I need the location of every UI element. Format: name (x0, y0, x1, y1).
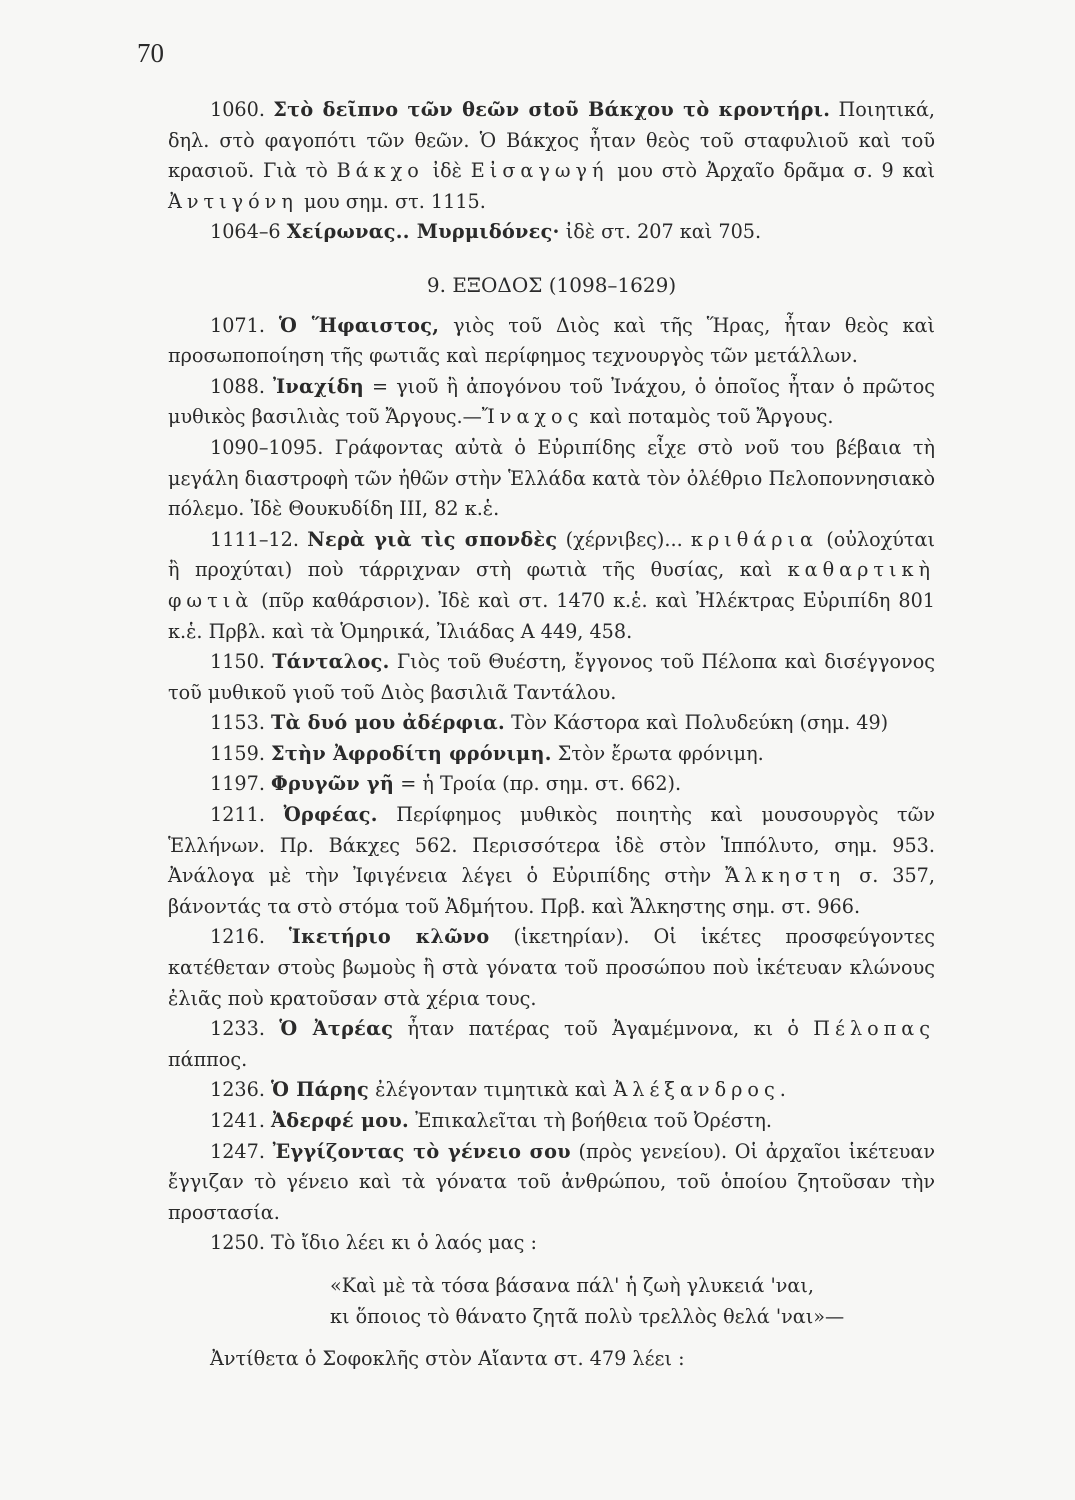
note-1071 (168, 311, 935, 372)
note-text: Γράφοντας αὐτὰ ὁ Εὐριπίδης εἶχε στὸ νοῦ του βέβαια τὴ μεγάλη διαστροφὴ τῶν ἠθῶν στὴν Ἑλλάδα κατὰ τὸν ὀλέθριο Πελοποννησιακὸ πόλεμο. Ἰδὲ Θουκυδίδη III, 82 κ.ἑ. (168, 435, 935, 521)
note-lemma: Ἰναχίδη (273, 374, 364, 398)
note-1250 (168, 1228, 935, 1259)
note-1247 (168, 1137, 935, 1229)
note-lemma: Ὁ Πάρης (271, 1078, 370, 1102)
note-1241 (168, 1106, 935, 1137)
note-1233 (168, 1014, 935, 1075)
note-lemma: Ἀδερφέ μου. (271, 1109, 409, 1132)
note-text: (χέρνιβες)... (557, 527, 691, 551)
note-text: ἰδὲ στ. 207 καὶ 705. (559, 220, 762, 244)
note-1060 (168, 95, 935, 217)
note-number: 1150. (210, 650, 265, 674)
note-1216 (168, 922, 935, 1014)
note-number: 1211. (210, 803, 265, 827)
note-number: 1088. (210, 374, 265, 398)
page-number: 70 (137, 38, 164, 68)
note-text: ἰδὲ (423, 159, 471, 183)
note-1064 (168, 217, 935, 248)
note-text: Τὸ ἴδιο λέει κι ὁ λαός μας : (264, 1231, 537, 1255)
note-number: 1153. (210, 711, 265, 735)
note-text: (οὐλοχύται ἢ προχύται) ποὺ τάρριχναν στὴ φωτιὰ τῆς θυσίας, καὶ (168, 527, 936, 582)
note-lemma: Ὁ Ἀτρέας (279, 1017, 394, 1041)
note-number: 1197. (210, 772, 265, 796)
note-text: πάππος. (168, 1047, 248, 1071)
note-1090 (168, 433, 935, 525)
note-text: Περίφημος μυθικὸς ποιητὴς καὶ μουσουργὸς τῶν Ἑλλήνων. Πρ. Βάκχες 562. Περισσότερα ἰδὲ στὸν Ἱππόλυτο, σημ. 953. Ἀνάλογα μὲ τὴν Ἰφιγένεια λέγει ὁ Εὐριπίδης στὴν (168, 803, 935, 888)
note-number: 1216. (210, 925, 265, 949)
note-lemma: Τάνταλος. (272, 650, 390, 674)
note-lemma: Ὁ Ἥφαιστος, (278, 313, 440, 337)
note-1236 (168, 1075, 935, 1106)
note-spaced-word: Πέλοπας (813, 1017, 935, 1041)
note-number: 1090–1095. (210, 435, 324, 459)
note-text: ἦταν πατέρας τοῦ Ἀγαμέμνονα, κι ὁ (393, 1017, 814, 1041)
note-text: Τὸν Κάστορα καὶ Πολυδεύκη (σημ. 49) (504, 711, 889, 735)
note-text: Γιὸς τοῦ Θυέστη, ἔγγονος τοῦ Πέλοπα καὶ δισέγγονος τοῦ μυθικοῦ γιοῦ τοῦ Διὸς βασιλιᾶ Ταντάλου. (168, 650, 935, 704)
note-spaced-word: Ἀλέξανδρος. (613, 1078, 791, 1102)
note-text: Στὸν ἔρωτα φρόνιμη. (551, 741, 764, 765)
notes-body (168, 95, 935, 1375)
note-spaced-word: κριθάρια (690, 527, 818, 551)
note-number: 1236. (210, 1078, 265, 1102)
note-text: (πρὸς γενείου). Οἱ ἀρχαῖοι ἱκέτευαν ἔγγιζαν τὸ γένειο καὶ τὰ γόνατα τοῦ ἀνθρώπου, τοῦ ὁποίου ζητοῦσαν τὴν προστασία. (168, 1139, 935, 1224)
note-spaced-word: Ἄλκηστη (725, 864, 846, 888)
note-lemma: Φρυγῶν γῆ (271, 772, 395, 796)
note-number: 1250. (210, 1231, 265, 1255)
note-spaced-word: Βάκχο (336, 159, 424, 183)
note-lemma: Στὴν Ἀφροδίτη φρόνιμη. (271, 741, 552, 765)
note-lemma: Χείρωνας.. Μυρμιδόνες· (286, 220, 560, 244)
quote-line: «Καὶ μὲ τὰ τόσα βάσανα πάλ' ἡ ζωὴ γλυκειά 'ναι, (330, 1273, 814, 1297)
folk-quote (330, 1271, 935, 1332)
note-lemma: Τὰ δυό μου ἀδέρφια. (271, 711, 505, 735)
note-text: = ἡ Τροία (πρ. σημ. στ. 662). (394, 772, 682, 796)
note-number: 1233. (210, 1017, 265, 1041)
note-number: 1071. (210, 313, 265, 337)
note-number: 1111–12. (210, 527, 299, 551)
note-text: (πῦρ καθάρσιον). Ἰδὲ καὶ στ. 1470 κ.ἑ. καὶ Ἠλέκτρας Εὐριπίδη 801 κ.ἑ. Πρβλ. καὶ τὰ Ὁμηρικά, Ἰλιάδας Α 449, 458. (168, 588, 935, 643)
note-lemma: Στὸ δεῖπνο τῶν θεῶν σtοῦ Βάκχου τὸ κροντήρι. (273, 98, 831, 121)
note-text: σ. 357, βάνοντάς τα στὸ στόμα τοῦ Ἀδμήτου. Πρβ. καὶ Ἄλκηστης σημ. στ. 966. (168, 864, 935, 918)
note-number: 1064–6 (210, 220, 281, 244)
note-lemma: Ὀρφέας. (283, 803, 378, 827)
note-1111 (168, 525, 935, 647)
note-1159 (168, 739, 935, 770)
note-lemma: Ἱκετήριο κλῶνο (288, 925, 490, 949)
note-number: 1159. (210, 741, 265, 765)
note-1150 (168, 647, 935, 708)
note-text: (ἱκετηρίαν). Οἱ ἱκέτες προσφεύγοντες κατέθεταν στοὺς βωμοὺς ἢ στὰ γόνατα τοῦ προσώπου ποὺ ἱκέτευαν κλώνους ἐλιᾶς ποὺ κρατοῦσαν στὰ χέρια τους. (168, 925, 935, 1010)
note-1197 (168, 769, 935, 800)
quote-line: κι ὅποιος τὸ θάνατο ζητᾶ πολὺ τρελλὸς θελά 'ναι»— (330, 1304, 845, 1328)
note-1153 (168, 708, 935, 739)
note-text: Ἐπικαλεῖται τὴ βοήθεια τοῦ Ὀρέστη. (409, 1109, 772, 1132)
note-spaced-word: Εἰσαγωγή (470, 159, 609, 183)
note-text: ἐλέγονταν τιμητικὰ καὶ (369, 1078, 614, 1102)
note-spaced-word: καθαρτικὴ φωτιὰ (168, 558, 935, 612)
note-spaced-word: Ἀντιγόνη (168, 189, 298, 213)
note-text: καὶ ποταμὸς τοῦ Ἄργους. (583, 405, 834, 429)
note-text: μου στὸ Ἀρχαῖο δρᾶμα σ. 9 καὶ (608, 159, 935, 183)
note-lemma: Νερὰ γιὰ τὶς σπονδὲς (307, 527, 558, 551)
note-text: μου σημ. στ. 1115. (297, 189, 486, 213)
note-number: 1247. (210, 1139, 265, 1163)
note-text: γιὸς τοῦ Διὸς καὶ τῆς Ἥρας, ἦταν θεὸς καὶ προσωποποίηση τῆς φωτιᾶς καὶ περίφημος τεχνουργὸς τῶν μετάλλων. (168, 313, 935, 368)
note-lemma: Ἐγγίζοντας τὸ γένειο σου (272, 1139, 571, 1163)
note-number: 1241. (210, 1109, 265, 1132)
note-text: Ποιητικά, δηλ. στὸ φαγοπότι τῶν θεῶν. Ὁ Βάκχος ἦταν θεὸς τοῦ σταφυλιοῦ καὶ τοῦ κρασιοῦ. Γιὰ τὸ (168, 98, 936, 183)
note-spaced-word: Ἴναχος (481, 405, 584, 429)
note-1211 (168, 800, 935, 922)
note-text: = γιοῦ ἢ ἀπογόνου τοῦ Ἰνάχου, ὁ ὁποῖος ἦταν ὁ πρῶτος μυθικὸς βασιλιὰς τοῦ Ἄργους.— (168, 374, 935, 429)
closing-line: Ἀντίθετα ὁ Σοφοκλῆς στὸν Αἴαντα στ. 479 λέει : (210, 1347, 685, 1371)
section-heading: 9. ΕΞΟΔΟΣ (1098–1629) (426, 272, 677, 297)
note-1088 (168, 372, 935, 433)
note-number: 1060. (210, 98, 265, 121)
